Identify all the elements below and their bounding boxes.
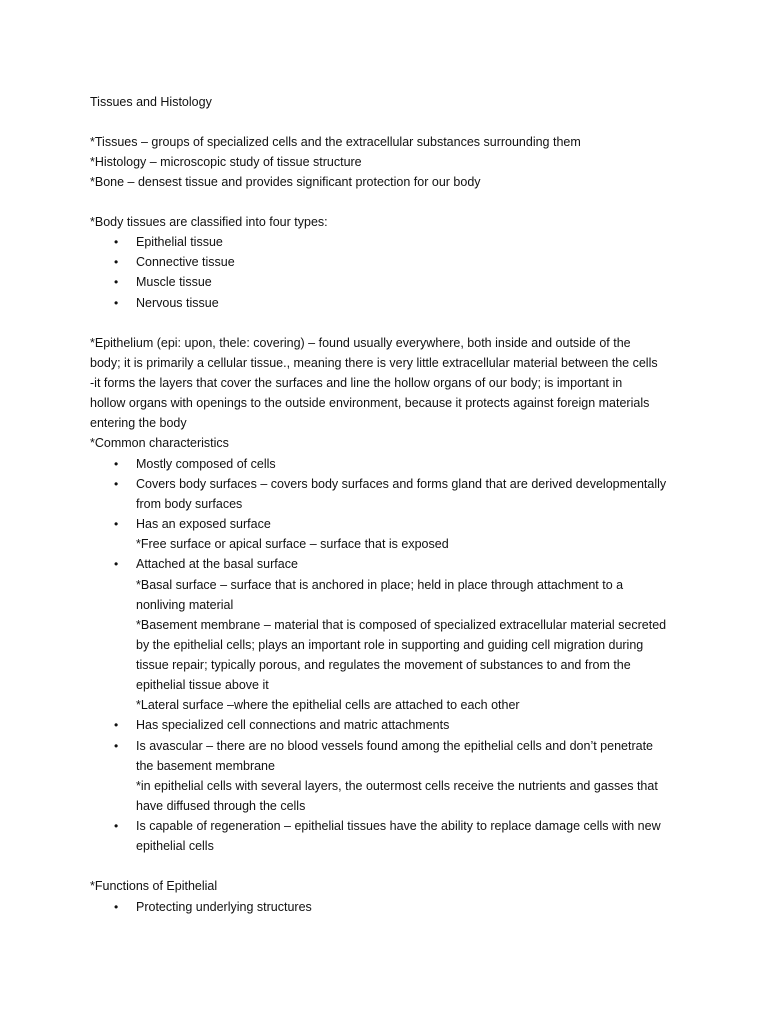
bullet-marker: • (114, 718, 119, 732)
list-item-continuation: *Basement membrane – material that is composed of specialized extracellular material secreted (136, 618, 667, 632)
bullet-marker: • (114, 457, 119, 471)
bullet-marker: • (114, 557, 119, 571)
list-item-continuation: *Free surface or apical surface – surface that is exposed (136, 537, 449, 551)
list-item: Is capable of regeneration – epithelial tissues have the ability to replace damage cells with new (136, 819, 661, 833)
epithelium-paragraph-line: -it forms the layers that cover the surfaces and line the hollow organs of our body; is important in (90, 376, 623, 390)
bullet-marker: • (114, 296, 119, 310)
list-item: Is avascular – there are no blood vessels found among the epithelial cells and don’t penetrate (136, 739, 653, 753)
bullet-marker: • (114, 739, 119, 753)
definition-tissues: *Tissues – groups of specialized cells and the extracellular substances surrounding them (90, 135, 581, 149)
list-item-continuation: *Basal surface – surface that is anchored in place; held in place through attachment to a (136, 578, 624, 592)
epithelium-paragraph-line: entering the body (90, 416, 187, 430)
document-title: Tissues and Histology (90, 95, 212, 109)
list-item: Connective tissue (136, 255, 235, 269)
list-item-continuation: from body surfaces (136, 497, 243, 511)
epithelium-paragraph-line: hollow organs with openings to the outside environment, because it protects against foreign materials (90, 396, 650, 410)
list-item-continuation: *in epithelial cells with several layers, the outermost cells receive the nutrients and gasses that (136, 779, 658, 793)
list-item: Mostly composed of cells (136, 457, 276, 471)
list-item-continuation: nonliving material (136, 598, 234, 612)
list-item-continuation: by the epithelial cells; plays an important role in supporting and guiding cell migration during (136, 638, 644, 652)
list-item: Muscle tissue (136, 275, 212, 289)
list-item: Protecting underlying structures (136, 900, 312, 914)
bullet-marker: • (114, 275, 119, 289)
list-item-continuation: *Lateral surface –where the epithelial cells are attached to each other (136, 698, 520, 712)
list-item-continuation: have diffused through the cells (136, 799, 306, 813)
list-item: Attached at the basal surface (136, 557, 298, 571)
bullet-marker: • (114, 900, 119, 914)
list-item-continuation: tissue repair; typically porous, and regulates the movement of substances to and from the (136, 658, 631, 672)
definition-bone: *Bone – densest tissue and provides significant protection for our body (90, 175, 481, 189)
list-item-continuation: the basement membrane (136, 759, 275, 773)
bullet-marker: • (114, 235, 119, 249)
body-tissues-heading: *Body tissues are classified into four types: (90, 215, 328, 229)
list-item: Has an exposed surface (136, 517, 271, 531)
bullet-marker: • (114, 477, 119, 491)
list-item: Nervous tissue (136, 296, 219, 310)
functions-heading: *Functions of Epithelial (90, 879, 218, 893)
epithelium-paragraph-line: body; it is primarily a cellular tissue., meaning there is very little extracellular material between the cells (90, 356, 658, 370)
list-item-continuation: epithelial tissue above it (136, 678, 269, 692)
bullet-marker: • (114, 819, 119, 833)
bullet-marker: • (114, 517, 119, 531)
list-item: Has specialized cell connections and matric attachments (136, 718, 450, 732)
epithelium-paragraph-line: *Epithelium (epi: upon, thele: covering) – found usually everywhere, both inside and outside of the (90, 336, 631, 350)
list-item: Covers body surfaces – covers body surfaces and forms gland that are derived developmentally (136, 477, 667, 491)
list-item: Epithelial tissue (136, 235, 223, 249)
common-characteristics-heading: *Common characteristics (90, 436, 229, 450)
list-item-continuation: epithelial cells (136, 839, 214, 853)
definition-histology: *Histology – microscopic study of tissue structure (90, 155, 362, 169)
bullet-marker: • (114, 255, 119, 269)
